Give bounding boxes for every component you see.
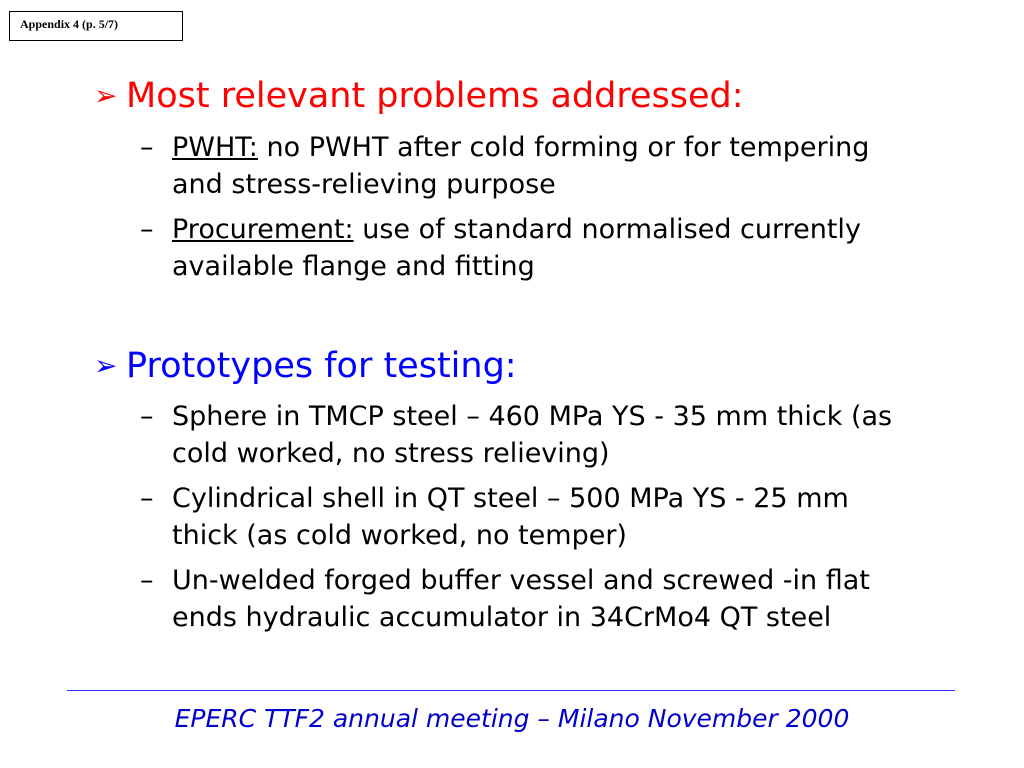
dash-bullet: –: [140, 214, 154, 245]
arrow-bullet-icon: ➢: [94, 79, 118, 112]
footer-text: EPERC TTF2 annual meeting – Milano November 2000: [174, 704, 850, 733]
heading-problems-text: Most relevant problems addressed:: [126, 76, 744, 116]
heading-prototypes: [94, 346, 517, 386]
dash-bullet: –: [140, 132, 154, 163]
appendix-label: Appendix 4 (p. 5/7): [9, 11, 183, 41]
item-text: Cylindrical shell in QT steel – 500 MPa YS - 25 mm thick (as cold worked, no temper): [172, 483, 849, 551]
dash-bullet: –: [140, 401, 154, 432]
item-body: use of standard normalised currently available flange and fitting: [172, 214, 861, 282]
item-body: no PWHT after cold forming or for tempering and stress-relieving purpose: [172, 132, 870, 200]
item-text: [172, 129, 917, 203]
item-term: Procurement:: [172, 214, 354, 245]
dash-bullet: –: [140, 565, 154, 596]
item-text: Un-welded forged buffer vessel and screwed -in flat ends hydraulic accumulator in 34CrMo4 QT steel: [172, 565, 870, 633]
heading-prototypes-text: Prototypes for testing:: [126, 346, 517, 386]
heading-problems: [94, 76, 744, 116]
dash-bullet: –: [140, 483, 154, 514]
item-text: [172, 211, 917, 285]
item-term: PWHT:: [172, 132, 258, 163]
footer-divider: [67, 690, 955, 691]
item-text: Sphere in TMCP steel – 460 MPa YS - 35 mm thick (as cold worked, no stress relieving): [172, 401, 893, 469]
arrow-bullet-icon: ➢: [94, 349, 118, 382]
